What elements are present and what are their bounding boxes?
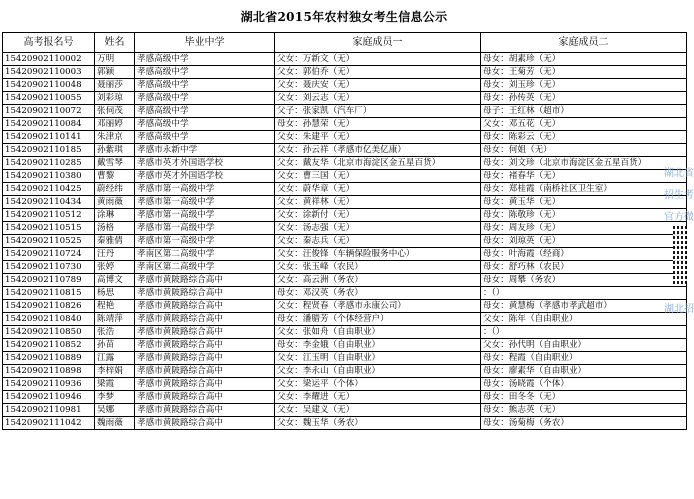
- header-family-member-2: 家庭成员二: [481, 33, 687, 53]
- cell-family-member-1: 父女：汪俊锋（车辆保险服务中心）: [275, 248, 481, 261]
- cell-exam-id: 15420902110826: [3, 300, 95, 313]
- table-row: [3, 222, 687, 235]
- cell-family-member-2: 母女：汤晓霞（个体）: [481, 378, 687, 391]
- cell-name: 戴雪琴: [95, 157, 135, 170]
- cell-family-member-1: 父女：曹三国（无）: [275, 170, 481, 183]
- header-family-member-1: 家庭成员一: [275, 33, 481, 53]
- cell-school: 孝感市黄陂路综合高中: [135, 300, 275, 313]
- cell-school: 孝感市黄陂路综合高中: [135, 417, 275, 430]
- cell-family-member-1: 父女：秦志兵（无）: [275, 235, 481, 248]
- cell-school: 孝感高级中学: [135, 79, 275, 92]
- cell-name: 朱津京: [95, 131, 135, 144]
- cell-exam-id: 15420902110889: [3, 352, 95, 365]
- cell-school: 孝感市第一高级中学: [135, 196, 275, 209]
- table-row: [3, 196, 687, 209]
- table-row: [3, 274, 687, 287]
- cell-name: 张浩: [95, 326, 135, 339]
- cell-exam-id: 15420902110002: [3, 53, 95, 66]
- cell-school: 孝感市第一高级中学: [135, 235, 275, 248]
- cell-exam-id: 15420902110898: [3, 365, 95, 378]
- table-row: [3, 391, 687, 404]
- cell-name: 张伺茂: [95, 105, 135, 118]
- cell-exam-id: 15420902110003: [3, 66, 95, 79]
- cell-family-member-2: 母女：胡素珍（无）: [481, 53, 687, 66]
- cell-name: 郭颖: [95, 66, 135, 79]
- cell-school: 孝南区第二高级中学: [135, 261, 275, 274]
- table-row: [3, 248, 687, 261]
- table-row: [3, 339, 687, 352]
- cell-school: 孝南区第二高级中学: [135, 248, 275, 261]
- cell-family-member-2: 母女：何姐（无）: [481, 144, 687, 157]
- cell-name: 汤格: [95, 222, 135, 235]
- cell-family-member-1: 父女：涂新付（无）: [275, 209, 481, 222]
- cell-school: 孝感市第一高级中学: [135, 209, 275, 222]
- cell-family-member-2: 母女：刘玉珍（无）: [481, 79, 687, 92]
- cell-exam-id: 15420902110815: [3, 287, 95, 300]
- cell-family-member-1: 父女：李永山（自由职业）: [275, 365, 481, 378]
- student-info-table: [2, 32, 694, 430]
- cell-name: 汪丹: [95, 248, 135, 261]
- cell-exam-id: 15420902110936: [3, 378, 95, 391]
- cell-school: 孝感高级中学: [135, 66, 275, 79]
- cell-school: 孝感市黄陂路综合高中: [135, 274, 275, 287]
- cell-exam-id: 15420902110185: [3, 144, 95, 157]
- cell-school: 孝感市黄陂路综合高中: [135, 391, 275, 404]
- cell-exam-id: 15420902110850: [3, 326, 95, 339]
- cell-name: 李梓娟: [95, 365, 135, 378]
- cell-school: 孝感高级中学: [135, 92, 275, 105]
- cell-family-member-1: 母女：潘腊芳（个体经营户）: [275, 313, 481, 326]
- cell-exam-id: 15420902110434: [3, 196, 95, 209]
- cell-family-member-2: 母女：王菊芳（无）: [481, 66, 687, 79]
- cell-exam-id: 15420902110141: [3, 131, 95, 144]
- cell-family-member-1: 父女：郭伯乔（无）: [275, 66, 481, 79]
- cell-family-member-1: 父女：黄祥林（无）: [275, 196, 481, 209]
- cell-exam-id: 15420902110380: [3, 170, 95, 183]
- cell-name: 黄雨薇: [95, 196, 135, 209]
- cell-school: 孝感高级中学: [135, 105, 275, 118]
- cell-school: 孝感高级中学: [135, 131, 275, 144]
- table-row: [3, 118, 687, 131]
- table-row: [3, 144, 687, 157]
- table-row: [3, 66, 687, 79]
- cell-school: 孝感市英才外国语学校: [135, 157, 275, 170]
- cell-name: 孙紫琪: [95, 144, 135, 157]
- cell-family-member-1: 父女：高云洲（务农）: [275, 274, 481, 287]
- cell-family-member-2: 母女：周攀（务农）: [481, 274, 687, 287]
- cell-family-member-2: 母女：周友珍（无）: [481, 222, 687, 235]
- cell-family-member-1: 父女：聂庆安（无）: [275, 79, 481, 92]
- header-school: 毕业中学: [135, 33, 275, 53]
- cell-name: 涂琳: [95, 209, 135, 222]
- table-row: [3, 261, 687, 274]
- cell-name: 曹黎: [95, 170, 135, 183]
- cell-name: 杨思: [95, 287, 135, 300]
- cell-family-member-1: 母女：邓汉英（务农）: [275, 287, 481, 300]
- cell-family-member-1: 父女：魏玉华（务农）: [275, 417, 481, 430]
- cell-exam-id: 15420902110512: [3, 209, 95, 222]
- cell-school: 孝感高级中学: [135, 118, 275, 131]
- table-row: [3, 209, 687, 222]
- cell-name: 高博文: [95, 274, 135, 287]
- cell-name: 李梦: [95, 391, 135, 404]
- cell-school: 孝感市黄陂路综合高中: [135, 326, 275, 339]
- cell-name: 魏雨薇: [95, 417, 135, 430]
- cell-name: 聂丽莎: [95, 79, 135, 92]
- cell-family-member-1: 父女：李耀进（无）: [275, 391, 481, 404]
- watermark-text: 湖北省: [664, 168, 694, 179]
- table-row: [3, 235, 687, 248]
- cell-family-member-1: 父女：刘云志（无）: [275, 92, 481, 105]
- cell-school: 孝感市第一高级中学: [135, 183, 275, 196]
- cell-family-member-2: 母女：叶海霞（经商）: [481, 248, 687, 261]
- table-row: [3, 53, 687, 66]
- cell-name: 陈靖萍: [95, 313, 135, 326]
- cell-family-member-1: 母女：孙慧荣（无）: [275, 118, 481, 131]
- table-row: [3, 365, 687, 378]
- cell-family-member-2: 母女：陈彩云（无）: [481, 131, 687, 144]
- cell-school: 孝感市第一高级中学: [135, 222, 275, 235]
- table-row: [3, 378, 687, 391]
- cell-family-member-2: 母女：孙传英（无）: [481, 92, 687, 105]
- cell-family-member-1: 父子：张家凯（汽车厂）: [275, 105, 481, 118]
- cell-family-member-1: 父女：朱建平（无）: [275, 131, 481, 144]
- cell-exam-id: 15420902110730: [3, 261, 95, 274]
- cell-exam-id: 15420902110285: [3, 157, 95, 170]
- cell-exam-id: 15420902110425: [3, 183, 95, 196]
- cell-family-member-2: 母女：舒巧林（农民）: [481, 261, 687, 274]
- cell-school: 孝感市英才外国语学校: [135, 170, 275, 183]
- cell-family-member-1: 父女：戴友华（北京市海淀区金五星百货）: [275, 157, 481, 170]
- cell-school: 孝感市永新中学: [135, 144, 275, 157]
- cell-family-member-1: 父女：张如舟（自由职业）: [275, 326, 481, 339]
- cell-family-member-2: 母女：褚春华（无）: [481, 170, 687, 183]
- cell-family-member-1: 父女：汤志强（无）: [275, 222, 481, 235]
- cell-family-member-2: 母子：王红林（超市）: [481, 105, 687, 118]
- header-exam-id: 高考报名号: [3, 33, 95, 53]
- table-row: [3, 183, 687, 196]
- cell-name: 蔚经纬: [95, 183, 135, 196]
- cell-family-member-2: 母女：程霞（自由职业）: [481, 352, 687, 365]
- cell-exam-id: 15420902111042: [3, 417, 95, 430]
- cell-family-member-1: 父女：万新文（无）: [275, 53, 481, 66]
- cell-name: 万明: [95, 53, 135, 66]
- cell-exam-id: 15420902110515: [3, 222, 95, 235]
- table-header-row: [3, 33, 687, 53]
- table-row: [3, 131, 687, 144]
- table-row: [3, 92, 687, 105]
- cell-family-member-1: 母女：李金娥（自由职业）: [275, 339, 481, 352]
- cell-family-member-2: 母女：陈敬珍（无）: [481, 209, 687, 222]
- table-row: [3, 287, 687, 300]
- table-row: [3, 326, 687, 339]
- cell-name: 孙苗: [95, 339, 135, 352]
- table-row: [3, 300, 687, 313]
- cell-school: 孝感市黄陂路综合高中: [135, 313, 275, 326]
- watermark-text: 招生考: [664, 190, 694, 201]
- cell-family-member-2: 父女：邓五花（无）: [481, 118, 687, 131]
- cell-family-member-2: 父女：陈年（自由职业）: [481, 313, 687, 326]
- cell-name: 程艳: [95, 300, 135, 313]
- cell-name: 邓丽婷: [95, 118, 135, 131]
- qr-code-icon: [673, 226, 688, 284]
- cell-family-member-2: 母女：黄玉华（无）: [481, 196, 687, 209]
- cell-name: 吴娜: [95, 404, 135, 417]
- table-row: [3, 157, 687, 170]
- watermark-text: 湖北招: [664, 304, 694, 315]
- cell-name: 秦雅倩: [95, 235, 135, 248]
- cell-exam-id: 15420902110084: [3, 118, 95, 131]
- cell-exam-id: 15420902110072: [3, 105, 95, 118]
- cell-exam-id: 15420902110852: [3, 339, 95, 352]
- cell-family-member-2: 母女：刘琼英（无）: [481, 235, 687, 248]
- cell-family-member-1: 父女：孙云祥（孝感市亿美亿康）: [275, 144, 481, 157]
- table-row: [3, 313, 687, 326]
- cell-family-member-1: 父女：吴建义（无）: [275, 404, 481, 417]
- cell-school: 孝感市黄陂路综合高中: [135, 339, 275, 352]
- table-row: [3, 352, 687, 365]
- cell-name: 江露: [95, 352, 135, 365]
- cell-exam-id: 15420902110055: [3, 92, 95, 105]
- table-row: [3, 105, 687, 118]
- cell-exam-id: 15420902110840: [3, 313, 95, 326]
- cell-school: 孝感高级中学: [135, 53, 275, 66]
- table-row: [3, 417, 687, 430]
- cell-exam-id: 15420902110724: [3, 248, 95, 261]
- cell-family-member-2: 父女：孙代明（自由职业）: [481, 339, 687, 352]
- cell-exam-id: 15420902110946: [3, 391, 95, 404]
- cell-school: 孝感市黄陂路综合高中: [135, 352, 275, 365]
- watermark-text: 官方微: [664, 212, 694, 223]
- cell-family-member-2: ：（）: [481, 326, 687, 339]
- cell-family-member-2: 母女：汤菊梅（务农）: [481, 417, 687, 430]
- page-title: 湖北省2015年农村独女考生信息公示: [240, 10, 448, 24]
- cell-family-member-1: 父女：程贤春（孝感市永康公司）: [275, 300, 481, 313]
- cell-school: 孝感市黄陂路综合高中: [135, 287, 275, 300]
- table-row: [3, 79, 687, 92]
- cell-family-member-2: 母女：刘文珍（北京市海淀区金五星百货）: [481, 157, 687, 170]
- cell-family-member-2: 母女：廖素华（自由职业）: [481, 365, 687, 378]
- cell-exam-id: 15420902110789: [3, 274, 95, 287]
- cell-family-member-2: 母女：熊志英（无）: [481, 404, 687, 417]
- cell-family-member-1: 父女：江玉明（自由职业）: [275, 352, 481, 365]
- cell-school: 孝感市黄陂路综合高中: [135, 378, 275, 391]
- cell-family-member-1: 父女：梁运平（个体）: [275, 378, 481, 391]
- cell-family-member-2: 母女：郑桂霞（南桥社区卫生室）: [481, 183, 687, 196]
- cell-exam-id: 15420902110048: [3, 79, 95, 92]
- table-row: [3, 404, 687, 417]
- cell-school: 孝感市黄陂路综合高中: [135, 404, 275, 417]
- cell-name: 张婷: [95, 261, 135, 274]
- table-row: [3, 170, 687, 183]
- cell-name: 梁霞: [95, 378, 135, 391]
- cell-school: 孝感市黄陂路综合高中: [135, 365, 275, 378]
- cell-family-member-1: 父女：蔚华章（无）: [275, 183, 481, 196]
- cell-family-member-1: 父女：张玉峰（农民）: [275, 261, 481, 274]
- cell-family-member-2: 母女：田冬冬（无）: [481, 391, 687, 404]
- cell-exam-id: 15420902110981: [3, 404, 95, 417]
- cell-family-member-2: ：（）: [481, 287, 687, 300]
- cell-family-member-2: 母女：黄慧梅（孝感市孝武超市）: [481, 300, 687, 313]
- cell-exam-id: 15420902110525: [3, 235, 95, 248]
- table-body: [3, 53, 694, 430]
- cell-name: 刘彩琼: [95, 92, 135, 105]
- header-name: 姓名: [95, 33, 135, 53]
